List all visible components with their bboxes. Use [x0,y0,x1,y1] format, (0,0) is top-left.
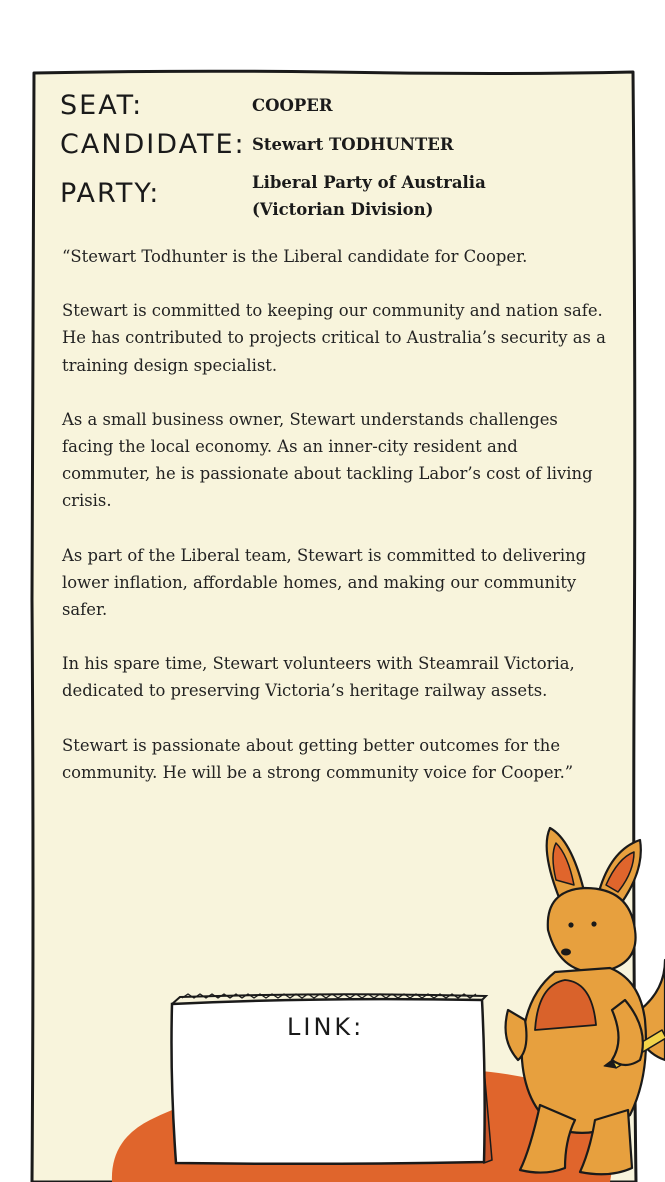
bio-paragraph: Stewart is passionate about getting better outcomes for the community. He will be a strong community voice for Cooper.” [62,735,574,782]
candidate-label: CANDIDATE: [60,129,246,160]
bio-paragraph: Stewart is committed to keeping our community and nation safe. He has contributed to projects critical to Australia’s security as a training design specialist. [62,301,606,375]
seat-value: COOPER [252,96,333,115]
party-value [252,169,486,223]
party-value-line-1: Liberal Party of Australia [252,173,486,192]
candidate-bio [62,243,607,813]
seat-label: SEAT: [60,90,144,121]
link-label: LINK: [287,1013,365,1041]
party-value-line-2: (Victorian Division) [252,200,434,219]
bio-paragraph: As part of the Liberal team, Stewart is committed to delivering lower inflation, affordable homes, and making our community safer. [62,545,587,620]
candidate-value: Stewart TODHUNTER [252,135,454,154]
bio-paragraph: In his spare time, Stewart volunteers with Steamrail Victoria, dedicated to preserving Victoria’s heritage railway assets. [62,654,575,701]
party-label: PARTY: [60,178,161,209]
bio-paragraph: As a small business owner, Stewart understands challenges facing the local economy. As an inner-city resident and commuter, he is passionate about tackling Labor’s cost of living crisis. [62,409,593,511]
bio-paragraph: “Stewart Todhunter is the Liberal candidate for Cooper. [62,247,528,266]
